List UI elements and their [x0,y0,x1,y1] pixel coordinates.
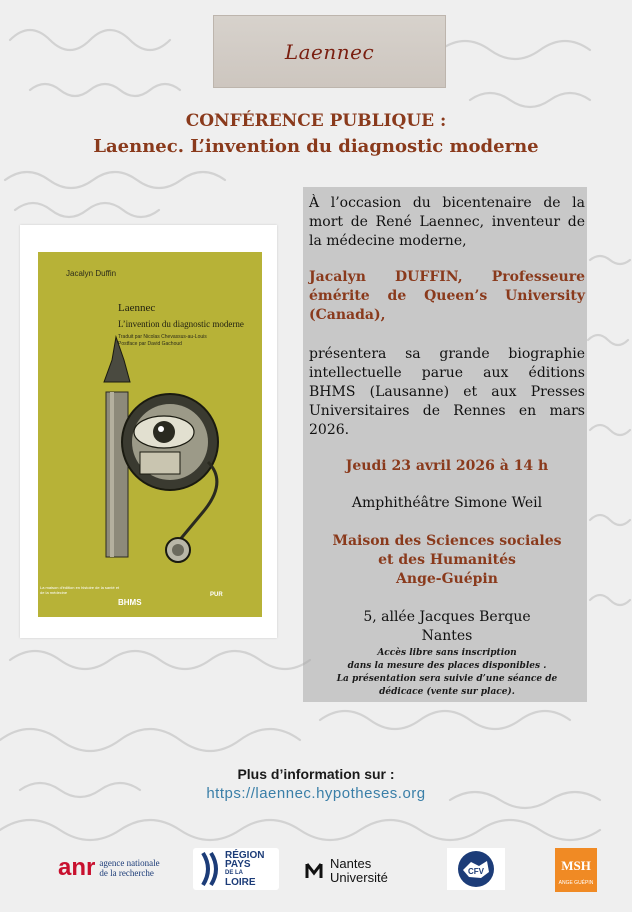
book-subtitle: L’invention du diagnostic moderne [118,319,244,329]
book-cover [38,252,262,617]
book-series: La maison d’édition en histoire de la santé et de la médecine [40,585,120,595]
access-note-4: dédicace (vente sur place). [379,687,515,697]
address-line-1: 5, allée Jacques Berque [363,609,531,625]
msh-ange-guepin-logo [555,848,597,892]
website-link[interactable]: https://laennec.hypotheses.org [206,785,426,802]
book-title: Laennec [118,302,156,314]
cfv-logo-text: CFV [468,867,484,876]
msh-mark-icon [555,848,597,892]
msh-logo-subtext: ANGE GUÉPIN [558,880,594,886]
address-line-2: Nantes [421,628,473,644]
laennec-logo-text: Laennec [284,39,375,64]
region-pays-de-la-loire-logo [193,848,279,890]
region-logo-line3: DE LA [225,870,243,876]
nantes-logo-line2: Université [330,870,388,885]
cfv-logo [447,848,505,890]
nantes-logo-line1: Nantes [330,856,372,871]
pur-logo: PUR [210,592,223,598]
anr-logo-line2: de la recherche [99,868,154,878]
region-logo-line4: LOIRE [225,877,256,888]
bhms-logo: BHMS [118,598,142,607]
cfv-mark-icon [447,848,505,890]
region-logo-line1: RÉGION [225,850,265,861]
event-room: Amphithéâtre Simone Weil [351,495,543,511]
more-info-label: Plus d’information sur : [237,766,395,782]
region-mark-icon [199,851,219,887]
book-translator: Traduit par Nicolas Chevassus-au-Louis [118,334,207,340]
anr-logo-line1: agence nationale [99,858,160,868]
access-note-3: La présentation sera suivie d’une séance de [336,674,558,684]
nantes-mark-icon [304,861,324,881]
venue-line-3: Ange-Guépin [396,571,498,587]
event-date: Jeudi 23 avril 2026 à 14 h [345,458,549,474]
event-type-heading: CONFÉRENCE PUBLIQUE : [185,111,447,131]
venue-line-1: Maison des Sciences sociales [332,533,562,549]
presentation-paragraph: présentera sa grande biographie intellectuelle parue aux éditions BHMS (Lausanne) et aux Presses Universitaires de Rennes en mars 2026. [309,346,585,438]
access-note-2: dans la mesure des places disponibles . [347,661,547,671]
intro-paragraph: À l’occasion du bicentenaire de la mort de René Laennec, inventeur de la médecine moderne, [309,195,585,249]
venue-line-2: et des Humanités [378,552,516,568]
msh-logo-text: MSH [561,858,591,873]
event-title: Laennec. L’invention du diagnostic moderne [93,136,539,157]
book-author: Jacalyn Duffin [66,269,117,278]
book-postface: Postface par David Gachoud [118,341,182,347]
access-note-1: Accès libre sans inscription [377,648,517,658]
nantes-universite-logo [304,851,414,891]
region-logo-line2: PAYS [225,859,251,870]
speaker-paragraph: Jacalyn DUFFIN, Professeure émérite de Queen’s University (Canada), [309,269,585,323]
anr-logo-mark: anr [58,854,96,881]
laennec-logo [213,15,446,88]
anr-logo [58,848,176,888]
